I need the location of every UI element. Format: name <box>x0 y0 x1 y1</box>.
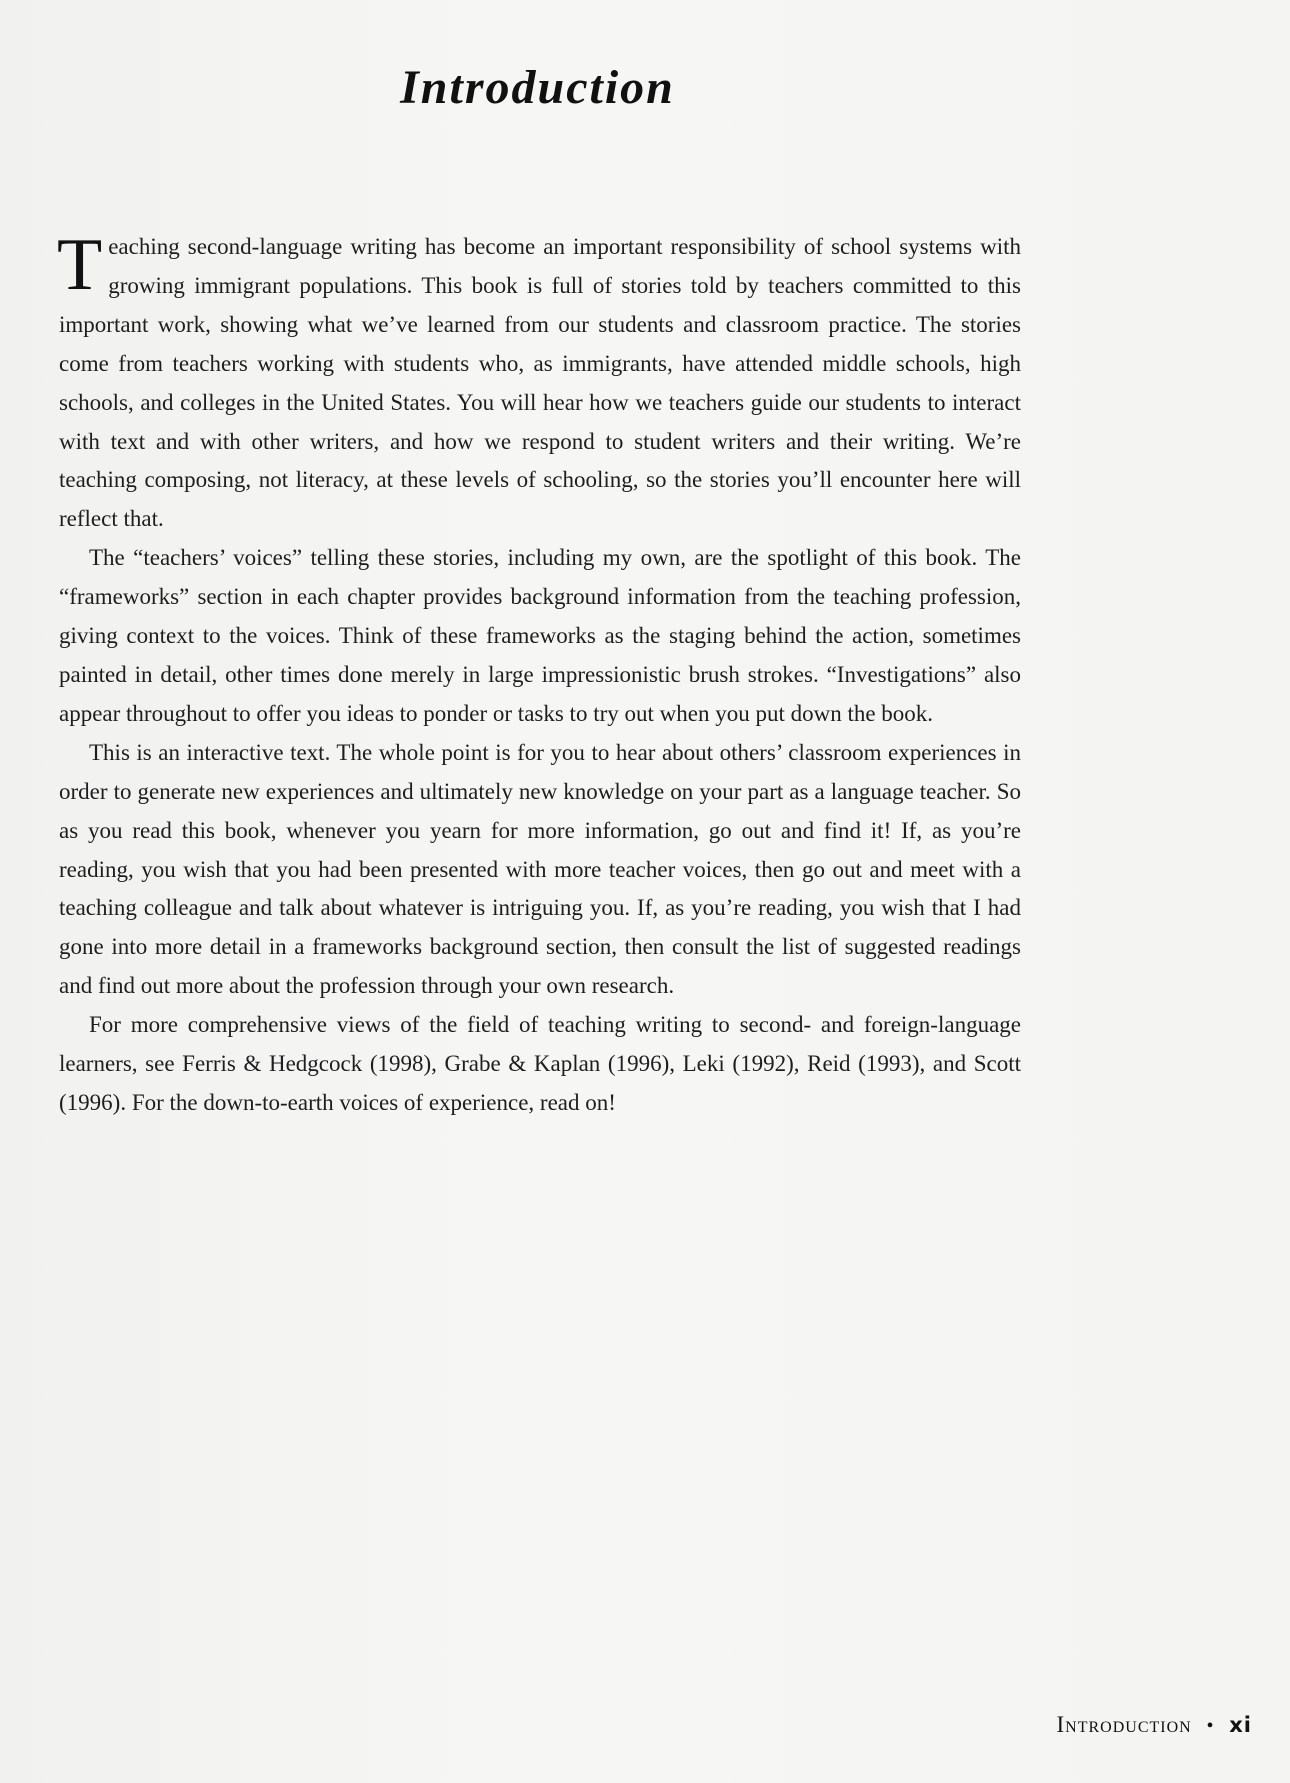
drop-cap: T <box>57 224 103 306</box>
page-number: xi <box>1229 1713 1252 1737</box>
running-head: Introduction <box>1056 1712 1192 1737</box>
page-footer <box>1057 1712 1252 1738</box>
paragraph-2: The “teachers’ voices” telling these stories, including my own, are the spotlight of this book. The “frameworks” section in each chapter provides background information from the teaching profession, giving context to the voices. Think of these frameworks as the staging behind the action, sometimes painted in detail, other times done merely in large impressionistic brush strokes. “Investigations” also appear throughout to offer you ideas to ponder or tasks to try out when you put down the book. <box>59 545 1021 726</box>
paragraph-4: For more comprehensive views of the field of teaching writing to second- and foreign-language learners, see Ferris & Hedgcock (1998), Grabe & Kaplan (1996), Leki (1992), Reid (1993), and Scott (1996). For the down-to-earth voices of experience, read on! <box>59 1012 1021 1115</box>
paragraph-3: This is an interactive text. The whole point is for you to hear about others’ classroom experiences in order to generate new experiences and ultimately new knowledge on your part as a language teacher. So as you read this book, whenever you yearn for more information, go out and find it! If, as you’re reading, you wish that you had been presented with more teacher voices, then go out and meet with a teaching colleague and talk about whatever is intriguing you. If, as you’re reading, you wish that I had gone into more detail in a frameworks background section, then consult the list of suggested readings and find out more about the profession through your own research. <box>59 739 1021 999</box>
paragraph-1-text: eaching second-language writing has become an important responsibility of school systems with growing immigrant populations. This book is full of stories told by teachers committed to this important work, showing what we’ve learned from our students and classroom practice. The stories come from teachers working with students who, as immigrants, have attended middle schools, high schools, and colleges in the United States. You will hear how we teachers guide our students to interact with text and with other writers, and how we respond to student writers and their writing. We’re teaching composing, not literacy, at these levels of schooling, so the stories you’ll encounter here will reflect that. <box>59 234 1021 532</box>
paragraph-1 <box>57 224 1021 539</box>
page-title: Introduction <box>400 61 675 114</box>
bullet-separator: • <box>1206 1715 1215 1737</box>
body-text <box>57 224 1021 1123</box>
